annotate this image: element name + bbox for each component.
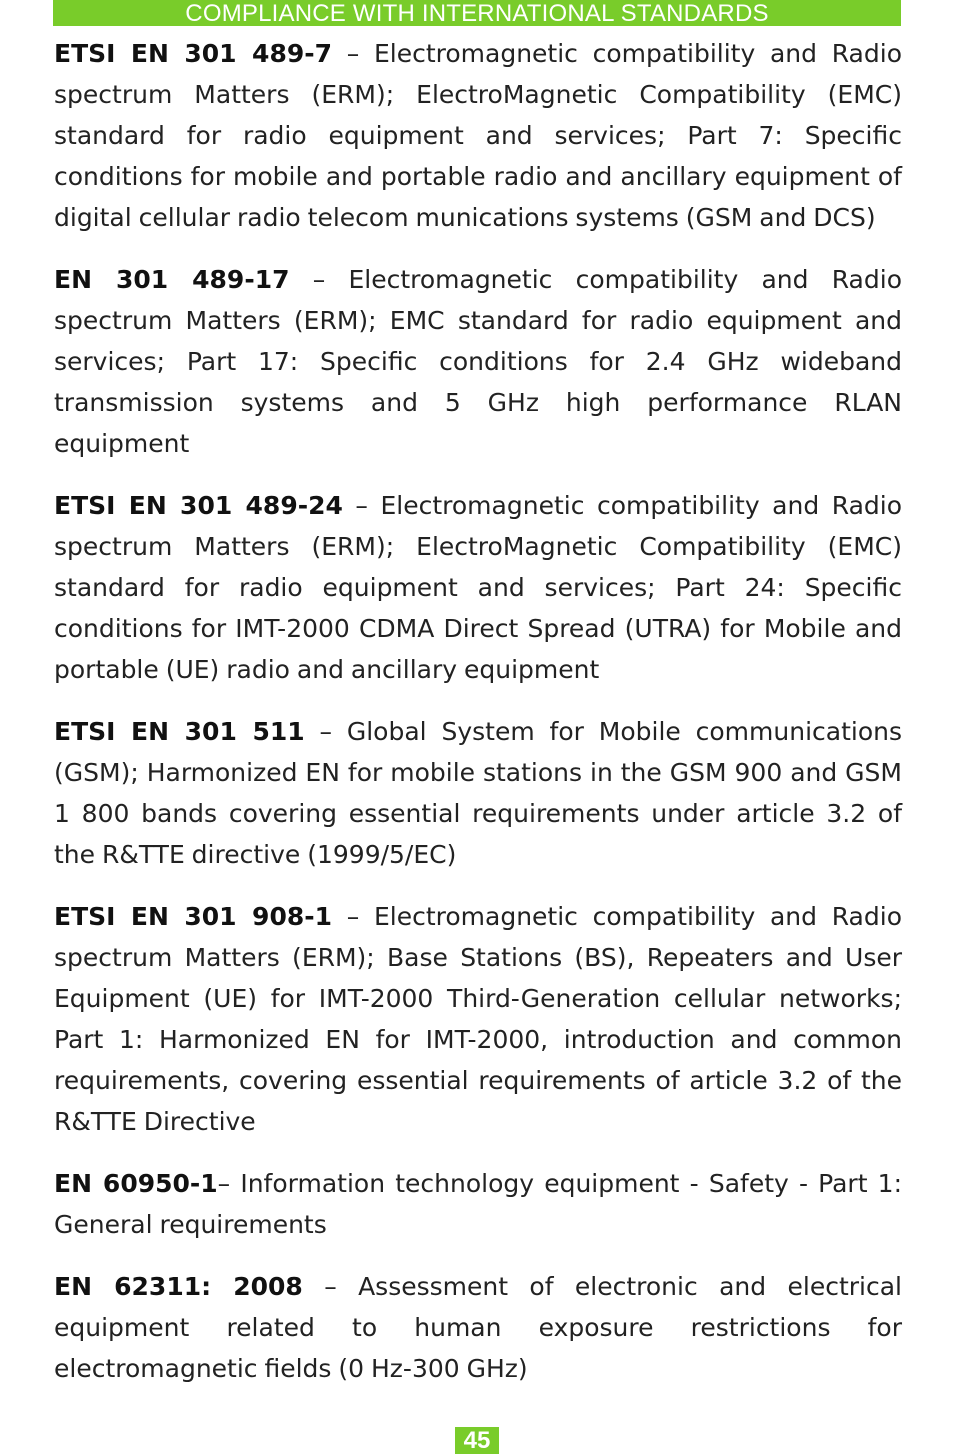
standard-code: ETSI EN 301 489-7 xyxy=(54,39,333,68)
standard-entry xyxy=(54,33,902,238)
standard-description: – Electromagnetic compatibility and Radio spectrum Matters (ERM); ElectroMagnetic Compatibility (EMC) standard for radio equipment and services; Part 7: Specific conditions for mobile and portable radio and ancillary equipment of digital cellular radio telecom munications systems (GSM and DCS) xyxy=(54,39,902,232)
standard-code: ETSI EN 301 489-24 xyxy=(54,491,343,520)
standards-list xyxy=(54,33,902,1410)
standard-description: – Assessment of electronic and electrical equipment related to human exposure restrictions for electromagnetic fields (0 Hz-300 GHz) xyxy=(54,1272,902,1383)
page-number xyxy=(455,1427,499,1454)
standard-entry xyxy=(54,259,902,464)
standard-code: EN 301 489-17 xyxy=(54,265,290,294)
standard-description: – Global System for Mobile communications (GSM); Harmonized EN for mobile stations in the GSM 900 and GSM 1 800 bands covering essential requirements under article 3.2 of the R&TTE directive (1999/5/EC) xyxy=(54,717,903,869)
page-number-text: 45 xyxy=(463,1427,491,1454)
standard-code: ETSI EN 301 511 xyxy=(54,717,305,746)
standard-code: EN 62311: 2008 xyxy=(54,1272,303,1301)
section-header xyxy=(53,0,901,26)
standard-description: – Electromagnetic compatibility and Radio spectrum Matters (ERM); ElectroMagnetic Compatibility (EMC) standard for radio equipment and services; Part 24: Specific conditions for IMT-2000 CDMA Direct Spread (UTRA) for Mobile and portable (UE) radio and ancillary equipment xyxy=(54,491,902,684)
standard-code: EN 60950-1 xyxy=(54,1169,218,1198)
standard-description: – Electromagnetic compatibility and Radio spectrum Matters (ERM); Base Stations (BS), Repeaters and User Equipment (UE) for IMT-2000 Third-Generation cellular networks; Part 1: Harmonized EN for IMT-2000, introduction and common requirements, covering essential requirements of article 3.2 of the R&TTE Directive xyxy=(54,902,902,1136)
standard-entry xyxy=(54,1266,902,1389)
standard-entry xyxy=(54,485,902,690)
standard-entry xyxy=(54,1163,902,1245)
section-title: COMPLIANCE WITH INTERNATIONAL STANDARDS xyxy=(185,0,769,26)
standard-entry xyxy=(54,896,902,1142)
standard-description: – Electromagnetic compatibility and Radio spectrum Matters (ERM); EMC standard for radio equipment and services; Part 17: Specific conditions for 2.4 GHz wideband transmission systems and 5 GHz high performance RLAN equipment xyxy=(54,265,902,458)
standard-description: – Information technology equipment - Safety - Part 1: General requirements xyxy=(54,1169,902,1239)
standard-code: ETSI EN 301 908-1 xyxy=(54,902,333,931)
standard-entry xyxy=(54,711,902,875)
